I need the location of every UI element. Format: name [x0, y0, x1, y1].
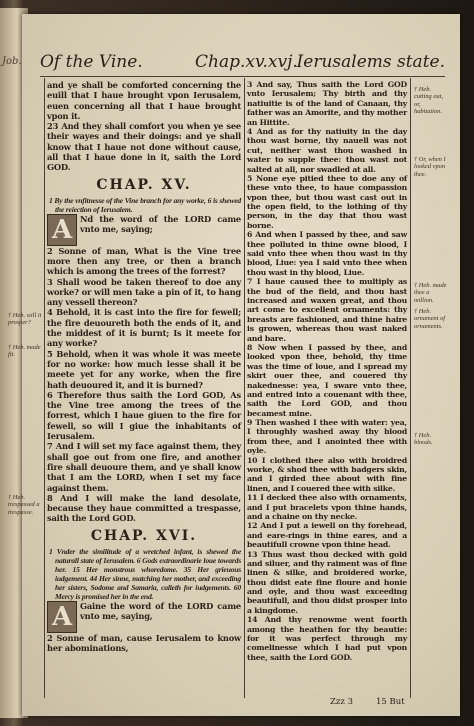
verse-text: 8 Now when I passed by thee, and looked vpon thee, behold, thy time was the time of loue, and I spread my skirt ouer thee, and couered thy nakednesse: yea, I sware vnto thee, and entred into a couenant with thee, saith the Lord GOD, and thou becamest mine. — [247, 342, 407, 418]
margin-note: † Heb. made fit. — [8, 344, 41, 359]
verse-text: 9 Then washed I thee with water: yea, I throughly washed away thy blood from thee, and I anointed thee with oyle. — [247, 418, 407, 456]
verse-text: 14 And thy renowme went foorth among the heathen for thy beautie: for it was perfect through my comelinesse which I had put vpon thee, saith the Lord GOD. — [247, 615, 407, 662]
verse-text: 7 And I will set my face against them, they shall goe out from one fire, and another fire shall deuoure them, and ye shall know that I am the LORD, when I set my face against them. — [47, 441, 241, 493]
verse-text: 4 And as for thy natiuity in the day thou wast borne, thy nauell was not cut, neither wast thou washed in water to supple thee: thou wast not salted at all, nor swadled at all. — [247, 126, 407, 174]
verse-text: and ye shall be comforted concerning the euill that I haue brought vpon Ierusalem, euen concerning all that I haue brought vpon it. — [47, 80, 241, 121]
chapter-heading: CHAP. XV. — [96, 176, 192, 193]
verse-text: 6 And when I passed by thee, and saw thee polluted in thine owne blood, I said vnto thee when thou wast in thy blood, Liue: yea I said vnto thee when thou wast in thy blood, Liue. — [247, 230, 407, 277]
margin-note: † Heb. cutting out, or, habitation. — [414, 86, 444, 116]
verse-text: 8 And I will make the land desolate, because they haue committed a trespasse, saith the Lord GOD. — [47, 492, 241, 524]
verse-text: 5 None eye pitied thee to doe any of these vnto thee, to haue compassion vpon thee, but thou wast cast out in the open field, to the lothing of thy person, in the day that thou wast borne. — [247, 173, 407, 230]
verse-text: 6 Therefore thus saith the Lord GOD, As the Vine tree among the trees of the forrest, which I haue giuen to the fire for fewell, so will I giue the inhabitants of Ierusalem. — [47, 389, 241, 442]
verse-text: 11 I decked thee also with ornaments, and I put bracelets vpon thine hands, and a chaine on thy necke. — [247, 493, 407, 521]
verse-text: 4 Behold, it is cast into the fire for fewell; the fire deuoureth both the ends of it, and the middest of it is burnt; Is it meete for any worke? — [47, 307, 241, 349]
verse-text: 5 Behold, when it was whole it was meete for no worke: how much lesse shall it be meete yet for any worke, when the fire hath deuoured it, and it is burned? — [47, 348, 241, 390]
previous-page-text: Job. — [2, 56, 22, 67]
running-head — [40, 52, 445, 76]
margin-note: † Heb. bloods. — [414, 432, 433, 447]
decorated-initial: A — [47, 214, 77, 246]
margin-note: † Heb. ornament of ornaments. — [414, 308, 446, 330]
verse-text: 7 I haue caused thee to multiply as the bud of the field, and thou hast increased and waxen great, and thou art come to excellent ornaments: thy breasts are fashioned, and thine haire is growen, whereas thou wast naked and bare. — [247, 277, 407, 343]
signature-mark: Zzz 3 — [330, 697, 353, 707]
verse-text: 2 Sonne of man, cause Ierusalem to know her abominations, — [47, 632, 241, 653]
verse-text: 13 Thus wast thou decked with gold and siluer, and thy raiment was of fine linen & silke, and broidered worke, thou didst eate fine floure and honie and oyle, and thou wast exceeding beautifull, and thou didst prosper into a kingdome. — [247, 549, 407, 615]
verse-text: Gaine the word of the LORD came vnto me, saying, — [80, 600, 241, 621]
catchword: 15 But — [376, 697, 405, 707]
margin-note: † Heb. trespassed a trespasse. — [8, 494, 40, 516]
running-head-left: Of the Vine. — [40, 52, 143, 72]
verse-text: 10 I clothed thee also with broidred worke, & shod thee with badgers skin, and I girded thee about with fine linen, and I couered thee with silke. — [247, 455, 407, 493]
left-column — [47, 80, 241, 653]
verse-text: 2 Sonne of man, What is the Vine tree more then any tree, or then a branch which is among the trees of the forrest? — [47, 245, 241, 277]
margin-note: † Heb. made thee a million. — [414, 282, 447, 304]
decorated-initial: A — [47, 601, 77, 633]
chapter-summary: 1 Vnder the similitude of a wretched infant, is shewed the naturall state of Ierusalem. 6 Gods extraordinarie loue towards her. 15 Her monstrous whoredome. 35 Her grieuous iudgement. 44 Her sinne, matching her mother, and exceeding her sisters, Sodome and Samaria, calleth for iudgements. 60 Mercy is promised her in the end. — [49, 546, 241, 601]
margin-note: † Or, when I looked vpon thee. — [414, 156, 446, 178]
running-head-center: Chap.xv.xvj. — [195, 52, 298, 72]
opening-verse — [47, 601, 241, 633]
center-frame-rule — [244, 78, 245, 698]
verse-text: 3 Shall wood be taken thereof to doe any worke? or will men take a pin of it, to hang any vessell thereon? — [47, 276, 241, 308]
margin-note: † Heb. will it prosper? — [8, 312, 42, 327]
running-head-right: Ierusalems state. — [296, 52, 445, 72]
opening-verse — [47, 214, 241, 246]
chapter-heading: CHAP. XVI. — [90, 527, 198, 544]
verse-text: Nd the word of the LORD came vnto me, saying; — [80, 213, 241, 234]
left-frame-rule — [44, 78, 45, 698]
head-rule — [40, 76, 445, 77]
chapter-summary: 1 By the vnfitnesse of the Vine branch for any worke, 6 is shewed the reiection of Ierusalem. — [49, 195, 241, 214]
right-frame-rule — [410, 78, 411, 698]
verse-text: 3 And say, Thus saith the Lord GOD vnto Ierusalem; Thy birth and thy natiuitie is of the land of Canaan, thy father was an Amorite, and thy mother an Hittite. — [247, 80, 407, 127]
verse-text: 12 And I put a iewell on thy forehead, and eare-rings in thine eares, and a beautifull crowne vpon thine head. — [247, 521, 407, 550]
page-footer — [252, 697, 442, 709]
verse-text: 23 And they shall comfort you when ye see their wayes and their doings: and ye shall know that I haue not done without cause, all that I haue done in it, saith the Lord GOD. — [47, 121, 241, 173]
right-column — [247, 80, 407, 662]
